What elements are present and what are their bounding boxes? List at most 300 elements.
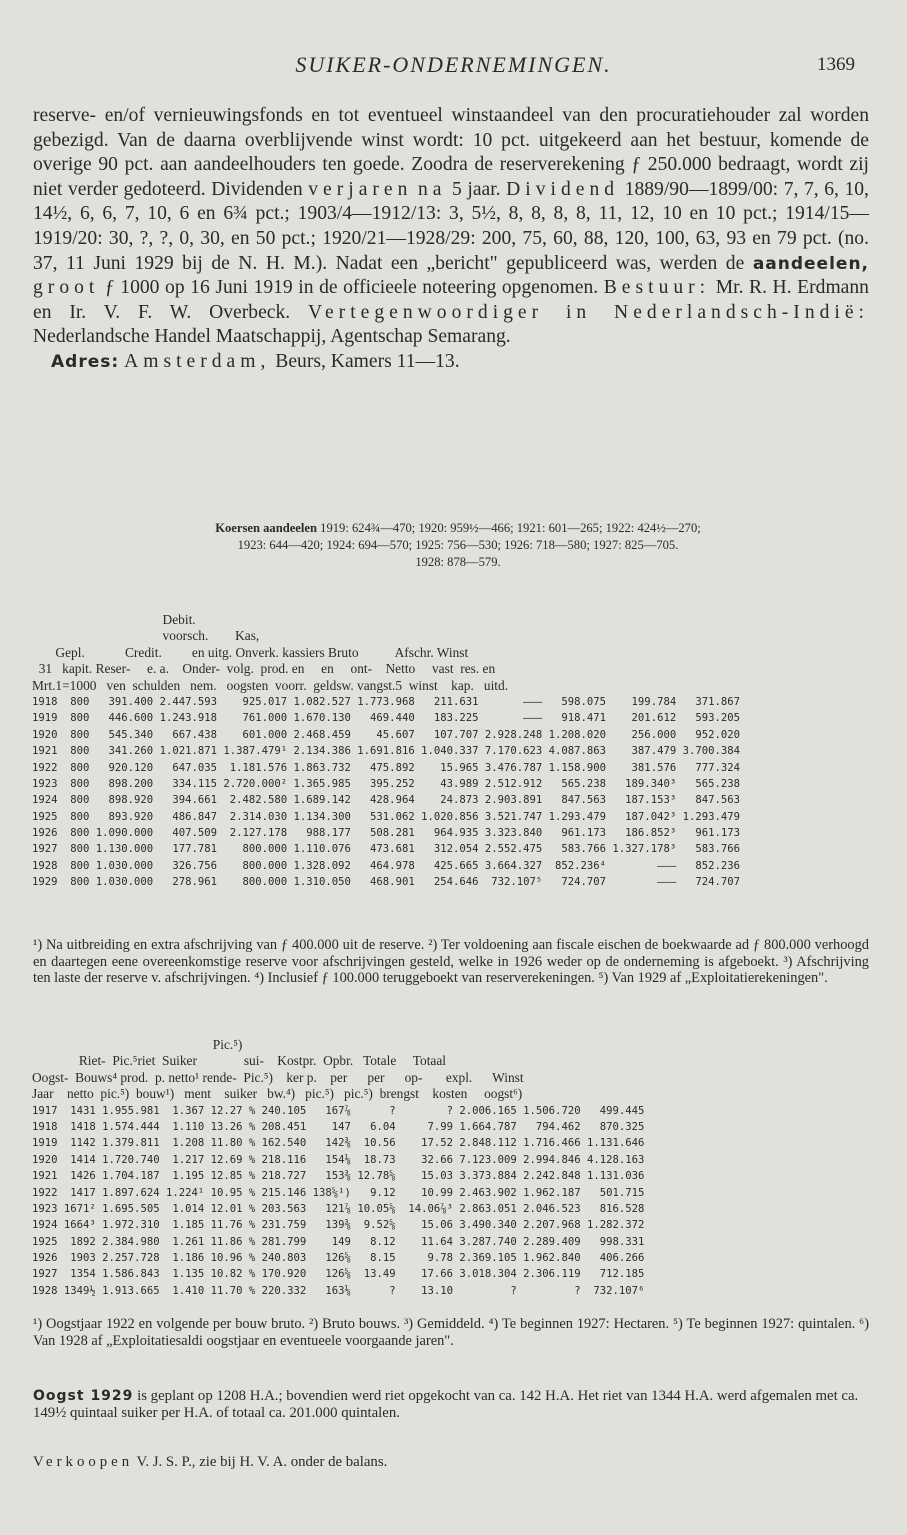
table-cell: 10.56 — [357, 1137, 402, 1150]
table-cell: 2.046.523 — [523, 1202, 587, 1215]
table-cell: 11.64 — [401, 1235, 460, 1248]
table-cell: 800 — [63, 761, 96, 774]
table-row — [32, 710, 746, 726]
table-cell: 852.236 — [682, 859, 747, 872]
running-title: SUIKER-ONDERNEMINGEN. — [295, 52, 612, 77]
table-cell: 11.80 % — [210, 1137, 262, 1150]
table-cell: 1925 — [32, 1235, 64, 1248]
table-cell: 1.574.444 — [102, 1120, 166, 1133]
table-cell: 1.716.466 — [523, 1137, 587, 1150]
table-cell: 167⅞ — [312, 1104, 358, 1117]
koersen-text1: 1919: 624¾—470; 1920: 959½—466; 1921: 601—265; 1922: 424½—270; — [320, 521, 701, 535]
table-cell: 13.26 % — [210, 1120, 262, 1133]
table-cell: 565.238 — [682, 777, 747, 790]
table-cell: 1.962.840 — [523, 1252, 587, 1265]
table-cell: 12.69 % — [210, 1153, 262, 1166]
table-cell: 724.707 — [682, 876, 747, 889]
table-header-line: voorsch. Kas, — [32, 628, 260, 644]
table-cell: 961.173 — [682, 827, 747, 840]
table-cell: 256.000 — [612, 728, 683, 741]
table-cell: 187.042³ — [612, 810, 683, 823]
table-cell: 499.445 — [586, 1104, 651, 1117]
table-cell: 1.181.576 — [223, 761, 294, 774]
table-row — [32, 1201, 651, 1217]
table-row — [32, 809, 746, 825]
table-cell: 139⅜ — [312, 1219, 358, 1232]
table-cell: 1.664.787 — [459, 1120, 524, 1133]
address-rest: Beurs, Kamers 11—13. — [275, 350, 460, 372]
vertegenwoordiger-label: Vertegenwoordiger in Nederlandsch-Indië: — [308, 301, 869, 323]
table-cell: 1.014 — [165, 1202, 211, 1215]
table-cell: 800.000 — [223, 859, 294, 872]
table-cell: 186.852³ — [612, 827, 683, 840]
table-cell: 240.105 — [261, 1104, 313, 1117]
table-cell: 800 — [63, 827, 96, 840]
table-cell: 475.892 — [357, 761, 422, 774]
table-cell: 1.955.981 — [102, 1104, 166, 1117]
table-cell: 425.665 — [421, 859, 485, 872]
table-cell: 1923 — [32, 777, 64, 790]
table-cell: 964.935 — [421, 827, 485, 840]
table-cell: 17.52 — [401, 1137, 460, 1150]
table-cell: 1.365.985 — [293, 777, 358, 790]
table-cell: 583.766 — [682, 843, 747, 856]
table-cell: 3.373.884 — [459, 1170, 524, 1183]
table-cell: 1.670.130 — [293, 712, 358, 725]
table-cell: 1.863.732 — [293, 761, 358, 774]
table-cell: 17.66 — [401, 1268, 460, 1281]
address-label: Adres: — [51, 351, 120, 372]
balance-footnotes-text: ¹) Na uitbreiding en extra afschrijving van ƒ 400.000 uit de reserve. ²) Ter voldoening aan fiscale eischen de boekwaarde ad ƒ 800.000 verhoogd en daartegen eene overeenkomstige reserve voor afschrijvingen gesteld, welke in 1926 weder op de onderneming is afgeboekt. ³) Afschrijving ten laste der reserve v. afschrijvingen. ⁴) Inclusief ƒ 100.000 teruggeboekt van reserverekeningen. ⁵) Van 1929 af „Exploitatierekeningen". — [33, 937, 869, 987]
intro-verjaren: verjaren — [308, 178, 413, 200]
table-cell: ——— — [484, 712, 549, 725]
table-cell: 468.901 — [357, 876, 422, 889]
table-cell: 1.195 — [165, 1170, 211, 1183]
table-cell: 2.512.912 — [484, 777, 549, 790]
intro-part2: 5 jaar. — [452, 178, 501, 200]
table-cell: 1.130.000 — [95, 843, 160, 856]
harvest-table — [32, 1037, 651, 1299]
table-cell: 126⅝ — [312, 1268, 358, 1281]
verkoopen-lead: Verkoopen — [33, 1454, 134, 1470]
table-cell: 1.090.000 — [95, 827, 160, 840]
table-cell: 2.289.409 — [523, 1235, 587, 1248]
table-cell: 2.848.112 — [459, 1137, 524, 1150]
table-cell: 1664³ — [63, 1219, 103, 1232]
koersen-text3: 1928: 878—579. — [415, 555, 501, 569]
table-cell: 1920 — [32, 1153, 64, 1166]
table-cell: 4.087.863 — [548, 745, 613, 758]
table-cell: 800 — [63, 695, 96, 708]
table-cell: 800 — [63, 876, 96, 889]
table-cell: 601.000 — [223, 728, 294, 741]
table-cell: 1.040.337 — [421, 745, 485, 758]
table-cell: 847.563 — [548, 794, 613, 807]
table-cell: 12.85 % — [210, 1170, 262, 1183]
table-cell: 15.06 — [401, 1219, 460, 1232]
table-cell: 1926 — [32, 827, 64, 840]
table-cell: 473.681 — [357, 843, 422, 856]
table-cell: 732.107⁵ — [484, 876, 549, 889]
table-row — [32, 1266, 651, 1282]
table-cell: 149 — [312, 1235, 358, 1248]
table-cell: 1.586.843 — [102, 1268, 166, 1281]
table-cell: 43.989 — [421, 777, 485, 790]
table-cell: 1.134.300 — [293, 810, 358, 823]
table-cell: 199.784 — [612, 695, 683, 708]
table-cell: 218.727 — [261, 1170, 313, 1183]
table-cell: 153⅜ — [312, 1170, 358, 1183]
table-row — [32, 874, 746, 890]
koersen-lead: Koersen aandeelen — [215, 521, 317, 535]
table-cell: 189.340³ — [612, 777, 683, 790]
table-cell: 208.451 — [261, 1120, 313, 1133]
table-cell: 2.127.178 — [223, 827, 294, 840]
koersen-block — [48, 520, 868, 571]
table-cell: 10.99 — [401, 1186, 460, 1199]
table-cell: 7.99 — [401, 1120, 460, 1133]
table-cell: 732.107⁶ — [586, 1284, 651, 1297]
table-cell: 1.689.142 — [293, 794, 358, 807]
table-cell: 395.252 — [357, 777, 422, 790]
table-cell: 1142 — [63, 1137, 103, 1150]
table-header-line: Riet- Pic.⁵riet Suiker sui- Kostpr. Opbr. Totale Totaal — [32, 1053, 447, 1069]
groot-label: groot — [33, 277, 100, 299]
table-cell: 1922 — [32, 1186, 64, 1199]
table-cell: 800 — [63, 843, 96, 856]
harvest-footnotes-text: ¹) Oogstjaar 1922 en volgende per bouw bruto. ²) Bruto bouws. ³) Gemiddeld. ⁴) Te beginnen 1927: Hectaren. ⁵) Te beginnen 1927: quintalen. ⁶) Van 1928 af „Exploitatiesaldi oogstjaar en eventueele voorgaande jaren". — [33, 1316, 869, 1349]
table-cell: 1918 — [32, 1120, 64, 1133]
table-cell: 2.463.902 — [459, 1186, 524, 1199]
table-cell: 1.387.479¹ — [223, 745, 294, 758]
table-cell: 220.332 — [261, 1284, 313, 1297]
table-cell: 1928 — [32, 1284, 64, 1297]
table-cell: 3.476.787 — [484, 761, 549, 774]
table-cell: 800 — [63, 745, 96, 758]
table-cell: 1.327.178³ — [612, 843, 683, 856]
table-cell: 11.76 % — [210, 1219, 262, 1232]
table-cell: 998.331 — [586, 1235, 651, 1248]
table-cell: 1.367 — [165, 1104, 211, 1117]
dividend-label: Dividend — [506, 178, 620, 200]
table-cell: 254.646 — [421, 876, 485, 889]
table-cell: 334.115 — [159, 777, 224, 790]
table-cell: 1921 — [32, 745, 64, 758]
table-cell: 800 — [63, 728, 96, 741]
table-cell: 387.479 — [612, 745, 683, 758]
table-cell: 1354 — [63, 1268, 103, 1281]
table-cell: 508.281 — [357, 827, 422, 840]
table-cell: 816.528 — [586, 1202, 651, 1215]
table-cell: 545.340 — [95, 728, 160, 741]
table-cell: 381.576 — [612, 761, 683, 774]
table-cell: 1.217 — [165, 1153, 211, 1166]
table-cell: 11.86 % — [210, 1235, 262, 1248]
oogst-lead: Oogst 1929 — [33, 1388, 134, 1404]
table-cell: 2.314.030 — [223, 810, 294, 823]
table-row — [32, 727, 746, 743]
table-row — [32, 792, 746, 808]
table-cell: 800 — [63, 859, 96, 872]
table-cell: 1414 — [63, 1153, 103, 1166]
table-cell: 1418 — [63, 1120, 103, 1133]
table-cell: 162.540 — [261, 1137, 313, 1150]
table-cell: 11.70 % — [210, 1284, 262, 1297]
table-cell: 893.920 — [95, 810, 160, 823]
table-cell: 565.238 — [548, 777, 613, 790]
table-cell: 1918 — [32, 695, 64, 708]
table-cell: 583.766 — [548, 843, 613, 856]
table-cell: 201.612 — [612, 712, 683, 725]
table-cell: 1349½ — [63, 1284, 103, 1297]
table-cell: 138⅝¹) — [312, 1186, 358, 1199]
table-cell: 13.49 — [357, 1268, 402, 1281]
intro-part1: reserve- en/of vernieuwingsfonds en tot eventueel winstaandeel van den procuratiehouder zal worden gebezigd. Van de daarna overblijvende winst wordt: 10 pct. uitgekeerd aan het bestuur, komende de overige 90 pct. aan aandeelhouders ten goede. Zoodra de reserverekening ƒ 250.000 bedraagt, wordt zij niet verder gedoteerd. Dividenden — [33, 105, 869, 200]
table-cell: 121⅞ — [312, 1202, 358, 1215]
table-cell: 1.030.000 — [95, 859, 160, 872]
table-cell: 211.631 — [421, 695, 485, 708]
table-row — [32, 841, 746, 857]
table-row — [32, 1234, 651, 1250]
table-cell: 203.563 — [261, 1202, 313, 1215]
table-cell: ——— — [612, 859, 683, 872]
table-cell: 870.325 — [586, 1120, 651, 1133]
table-cell: 2.720.000² — [223, 777, 294, 790]
table-cell: 177.781 — [159, 843, 224, 856]
table-cell: 1921 — [32, 1170, 64, 1183]
table-cell: 6.04 — [357, 1120, 402, 1133]
table-row — [32, 1168, 651, 1184]
table-header-line: Pic.⁵) — [32, 1037, 243, 1052]
table-cell: 1.208 — [165, 1137, 211, 1150]
table-cell: 2.369.105 — [459, 1252, 524, 1265]
table-cell: 667.438 — [159, 728, 224, 741]
table-cell: 2.257.728 — [102, 1252, 166, 1265]
table-header-line: Debit. — [32, 612, 196, 627]
table-cell: 1.293.479 — [548, 810, 613, 823]
table-cell: 800 — [63, 777, 96, 790]
table-cell: 800.000 — [223, 843, 294, 856]
oogst-paragraph — [33, 1388, 869, 1422]
table-cell: 1.261 — [165, 1235, 211, 1248]
table-cell: 154⅛ — [312, 1153, 358, 1166]
table-cell: 1.131.036 — [586, 1170, 651, 1183]
table-cell: 918.471 — [548, 712, 613, 725]
table-cell: 3.664.327 — [484, 859, 549, 872]
table-cell: 1431 — [63, 1104, 103, 1117]
table-row — [32, 858, 746, 874]
table-cell: 952.020 — [682, 728, 747, 741]
oogst-text: is geplant op 1208 H.A.; bovendien werd riet opgekocht van ca. 142 H.A. Het riet van 1344 H.A. werd afgemalen met ca. 149½ quintaal suiker per H.A. of totaal ca. 201.000 quintalen. — [33, 1388, 859, 1422]
table-row — [32, 1103, 651, 1119]
table-cell: 1903 — [63, 1252, 103, 1265]
table-cell: 486.847 — [159, 810, 224, 823]
table-cell: 7.123.009 — [459, 1153, 524, 1166]
table-row — [32, 776, 746, 792]
table-cell: 10.05⅝ — [357, 1202, 402, 1215]
table-cell: 1.021.871 — [159, 745, 224, 758]
table-cell: ? — [523, 1284, 587, 1297]
table-cell: 1927 — [32, 1268, 64, 1281]
table-cell: 1.224¹ — [165, 1186, 211, 1199]
table-cell: 800 — [63, 794, 96, 807]
table-cell: 18.73 — [357, 1153, 402, 1166]
table-cell: 2.468.459 — [293, 728, 358, 741]
table-cell: 800 — [63, 810, 96, 823]
table-cell: 3.521.747 — [484, 810, 549, 823]
table-cell: 2.928.248 — [484, 728, 549, 741]
table-cell: 1.110 — [165, 1120, 211, 1133]
table-cell: 800.000 — [223, 876, 294, 889]
table-cell: 961.173 — [548, 827, 613, 840]
table-cell: 183.225 — [421, 712, 485, 725]
table-cell: 1417 — [63, 1186, 103, 1199]
table-cell: 2.903.891 — [484, 794, 549, 807]
table-cell: 9.12 — [357, 1186, 402, 1199]
table-cell: 925.017 — [223, 695, 294, 708]
table-cell: 1.773.968 — [357, 695, 422, 708]
table-cell: 2.134.386 — [293, 745, 358, 758]
table-cell: 501.715 — [586, 1186, 651, 1199]
intro-part3: 1889/90—1899/00: 7, 7, 6, 10, 14½, 6, 6, 7, 10, 6 en 6¾ pct.; 1903/4—1912/13: 3, 5½, 8, 8, 8, 8, 11, 12, 10 en 10 pct.; 1914/15—1919/20: 30, ?, ?, 0, 30, en 50 pct.; 1920/21—1928/29: 200, 75, 60, 88, 120, 100, 63, 93 en 79 pct. (no. 37, 11 Juni 1929 bij de N. H. M.). Nadat een „bericht" gepubliceerd was, werden de — [33, 178, 869, 274]
table-cell: 898.920 — [95, 794, 160, 807]
table-header-line: Oogst- Bouws⁴ prod. p. netto¹ rende- Pic.⁵) ker p. per per op- expl. Winst — [32, 1069, 524, 1085]
table-cell: 32.66 — [401, 1153, 460, 1166]
table-cell: 2.863.051 — [459, 1202, 524, 1215]
table-cell: ——— — [612, 876, 683, 889]
table-cell: 10.95 % — [210, 1186, 262, 1199]
table-cell: ? — [401, 1104, 460, 1117]
table-cell: 1.328.092 — [293, 859, 358, 872]
table-cell: 712.185 — [586, 1268, 651, 1281]
table-cell: 1671² — [63, 1202, 103, 1215]
table-cell: 1919 — [32, 712, 64, 725]
table-cell: 2.306.119 — [523, 1268, 587, 1281]
table-cell: 1917 — [32, 1104, 64, 1117]
table-cell: 3.323.840 — [484, 827, 549, 840]
table-cell: 7.170.623 — [484, 745, 549, 758]
table-cell: ? — [357, 1284, 402, 1297]
table-cell: 1925 — [32, 810, 64, 823]
table-cell: 1.913.665 — [102, 1284, 166, 1297]
table-cell: 2.242.848 — [523, 1170, 587, 1183]
table-cell: 215.146 — [261, 1186, 313, 1199]
table-cell: 1.243.918 — [159, 712, 224, 725]
intro-part4: ƒ 1000 op 16 Juni 1919 in de officieele noteering opgenomen. — [104, 277, 599, 299]
table-header-line: Mrt.1=1000 ven schulden nem. oogsten voorr. geldsw. vangst.5 winst kap. uitd. — [32, 677, 509, 693]
table-cell: 2.447.593 — [159, 695, 224, 708]
table-cell: 126⅝ — [312, 1252, 358, 1265]
table-cell: 1.972.310 — [102, 1219, 166, 1232]
table-cell: 847.563 — [682, 794, 747, 807]
table-cell: 1892 — [63, 1235, 103, 1248]
table-cell: 187.153³ — [612, 794, 683, 807]
table-cell: 14.06⅞³ — [401, 1202, 460, 1215]
table-cell: 1.158.900 — [548, 761, 613, 774]
address-city: Amsterdam, — [124, 350, 271, 372]
table-cell: 647.035 — [159, 761, 224, 774]
balance-table — [32, 612, 746, 891]
table-cell: 2.006.165 — [459, 1104, 524, 1117]
table-cell: 394.661 — [159, 794, 224, 807]
table-cell: 1.282.372 — [586, 1219, 651, 1232]
table-cell: 15.965 — [421, 761, 485, 774]
table-row — [32, 1119, 651, 1135]
aandeelen-label: aandeelen, — [752, 253, 870, 274]
table-cell: 218.116 — [261, 1153, 313, 1166]
table-cell: 1919 — [32, 1137, 64, 1150]
table-cell: 1.030.000 — [95, 876, 160, 889]
table-cell: 281.799 — [261, 1235, 313, 1248]
table-cell: 13.10 — [401, 1284, 460, 1297]
table-row — [32, 1185, 651, 1201]
table-cell: 9.52⅝ — [357, 1219, 402, 1232]
table-cell: 1929 — [32, 876, 64, 889]
table-cell: 371.867 — [682, 695, 747, 708]
table-row — [32, 1217, 651, 1233]
table-cell: ——— — [484, 695, 549, 708]
table-cell: 2.552.475 — [484, 843, 549, 856]
intro-part6: Nederlandsche Handel Maatschappij, Agentschap Semarang. — [33, 326, 511, 348]
table-cell: 1923 — [32, 1202, 64, 1215]
table-cell: 593.205 — [682, 712, 747, 725]
table-cell: 469.440 — [357, 712, 422, 725]
address-line — [51, 350, 869, 375]
table-cell: 852.236⁴ — [548, 859, 613, 872]
table-cell: 341.260 — [95, 745, 160, 758]
table-cell: 406.266 — [586, 1252, 651, 1265]
verkoopen-paragraph — [33, 1454, 869, 1471]
table-cell: 428.964 — [357, 794, 422, 807]
table-row — [32, 1250, 651, 1266]
table-cell: 15.03 — [401, 1170, 460, 1183]
table-cell: 1924 — [32, 1219, 64, 1232]
table-cell: 12.27 % — [210, 1104, 262, 1117]
table-cell: 278.961 — [159, 876, 224, 889]
table-header-line: 31 kapit. Reser- e. a. Onder- volg. prod. en en ont- Netto vast res. en — [32, 661, 496, 677]
table-cell: 1.135 — [165, 1268, 211, 1281]
table-cell: 531.062 — [357, 810, 422, 823]
table-cell: 1.704.187 — [102, 1170, 166, 1183]
table-cell: 1.379.811 — [102, 1137, 166, 1150]
table-cell: ? — [459, 1284, 524, 1297]
intro-part5: Mr. R. H. Erdmann en Ir. V. F. W. Overbeck. — [33, 277, 869, 323]
table-cell: 1.695.505 — [102, 1202, 166, 1215]
table-cell: 1920 — [32, 728, 64, 741]
table-cell: 1.293.479 — [682, 810, 747, 823]
intro-na: na — [417, 178, 447, 200]
table-cell: 2.384.980 — [102, 1235, 166, 1248]
table-cell: 240.803 — [261, 1252, 313, 1265]
table-cell: 1926 — [32, 1252, 64, 1265]
table-cell: 1.962.187 — [523, 1186, 587, 1199]
table-cell: 464.978 — [357, 859, 422, 872]
table-cell: 231.759 — [261, 1219, 313, 1232]
table-cell: 920.120 — [95, 761, 160, 774]
intro-paragraph — [33, 104, 869, 375]
table-cell: 3.700.384 — [682, 745, 747, 758]
table-cell: 1.110.076 — [293, 843, 358, 856]
table-row — [32, 1152, 651, 1168]
table-cell: 2.207.968 — [523, 1219, 587, 1232]
balance-footnotes — [33, 937, 869, 987]
table-cell: 24.873 — [421, 794, 485, 807]
table-cell: 1927 — [32, 843, 64, 856]
table-cell: 1.897.624 — [102, 1186, 166, 1199]
table-cell: 147 — [312, 1120, 358, 1133]
page-number: 1369 — [817, 54, 855, 75]
table-cell: 1.720.740 — [102, 1153, 166, 1166]
